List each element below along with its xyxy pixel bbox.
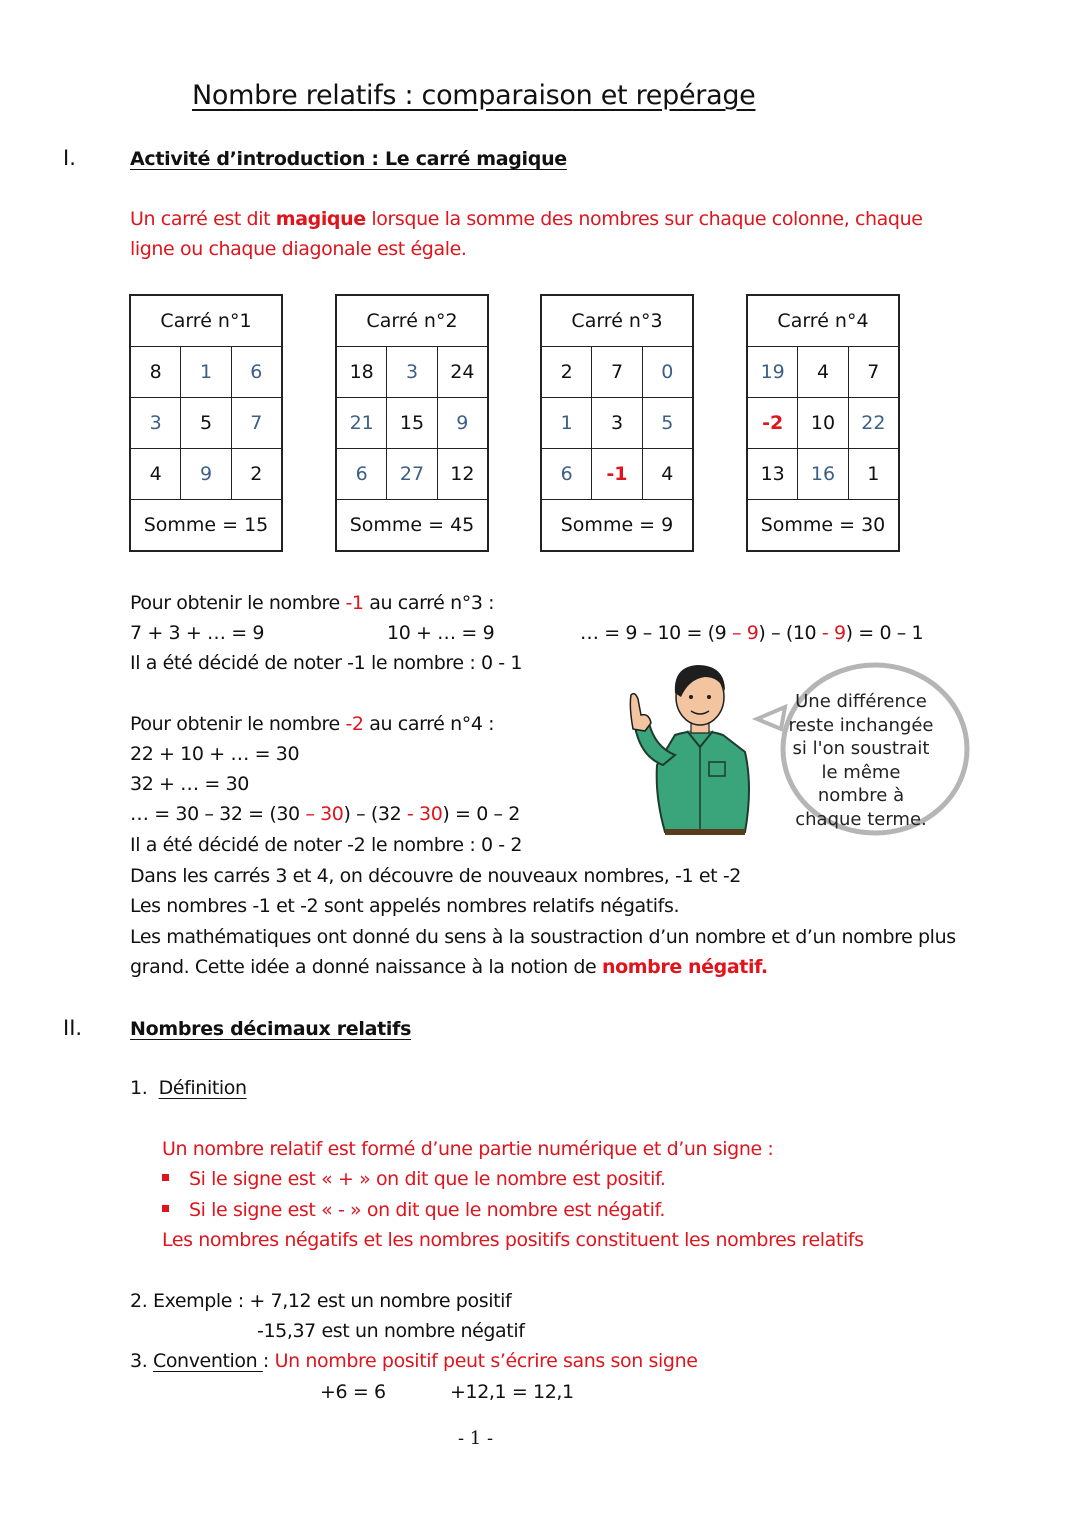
- square-cell: 8: [130, 347, 181, 398]
- convention-example-1: +6 = 6: [320, 1381, 386, 1403]
- square-cell: 9: [181, 449, 231, 500]
- text: Pour obtenir le nombre: [130, 592, 346, 614]
- square-cell: 2: [541, 347, 592, 398]
- keyword: nombre négatif.: [601, 956, 768, 978]
- text: au carré n°3 :: [363, 592, 495, 614]
- square-cell: 27: [387, 449, 437, 500]
- text: ) = 0 – 2: [442, 803, 520, 825]
- square-sum: Somme = 45: [336, 500, 488, 552]
- section-1-number: I.: [63, 146, 76, 170]
- square-sum: Somme = 30: [747, 500, 899, 552]
- definition-text: lorsque la somme des nombres sur chaque colonne, chaque: [365, 208, 923, 230]
- minus2-conclusion: Il a été décidé de noter -2 le nombre : 0 - 2: [130, 834, 523, 856]
- minus2-eq1: 22 + 10 + … = 30: [130, 743, 300, 765]
- minus2-intro: [130, 713, 494, 735]
- convention-example-2: +12,1 = 12,1: [450, 1381, 574, 1403]
- square-cell: 19: [747, 347, 798, 398]
- square-cell: 3: [592, 398, 642, 449]
- definition-conclusion: Les nombres négatifs et les nombres positifs constituent les nombres relatifs: [162, 1229, 864, 1251]
- bullet-icon: [162, 1174, 169, 1181]
- magic-square-2: [335, 294, 489, 552]
- square-cell: 10: [798, 398, 848, 449]
- text: au carré n°4 :: [363, 713, 495, 735]
- text: ) = 0 – 1: [845, 622, 924, 644]
- speech-bubble-text: Une différence reste inchangée si l'on soustrait le même nombre à chaque terme.: [788, 691, 934, 830]
- text: … = 9 – 10 = (9: [580, 622, 732, 644]
- convention-label: Convention: [152, 1350, 263, 1372]
- square-cell: 1: [848, 449, 899, 500]
- bullet-text: Si le signe est « - » on dit que le nombre est négatif.: [189, 1199, 666, 1221]
- minus2-eq2: 32 + … = 30: [130, 773, 249, 795]
- highlight: - 9: [821, 622, 846, 644]
- highlight: – 9: [731, 622, 759, 644]
- heading-number: 1.: [130, 1077, 148, 1099]
- minus1-eq1: 7 + 3 + … = 9: [130, 622, 265, 644]
- square-title: Carré n°3: [541, 295, 693, 347]
- minus1-intro: [130, 592, 494, 614]
- text: ) – (10: [758, 622, 822, 644]
- section-1-title: Activité d’introduction : Le carré magique: [130, 148, 567, 170]
- bullet-text: Si le signe est « + » on dit que le nombre est positif.: [189, 1168, 666, 1190]
- square-cell: 5: [181, 398, 231, 449]
- square-cell: 24: [437, 347, 488, 398]
- square-cell: 15: [387, 398, 437, 449]
- square-sum: Somme = 15: [130, 500, 282, 552]
- convention-line: [130, 1350, 698, 1372]
- highlight-number: -2: [345, 713, 364, 735]
- square-cell: 18: [336, 347, 387, 398]
- square-cell: 1: [181, 347, 231, 398]
- definition-intro: Un nombre relatif est formé d’une partie numérique et d’un signe :: [162, 1138, 774, 1160]
- summary-line-3: Les mathématiques ont donné du sens à la soustraction d’un nombre et d’un nombre plus: [130, 926, 956, 948]
- bullet-icon: [162, 1205, 169, 1212]
- square-cell: 16: [798, 449, 848, 500]
- square-cell: 7: [592, 347, 642, 398]
- square-cell: 0: [642, 347, 693, 398]
- definition-bullet-1: [162, 1168, 666, 1190]
- square-cell: 7: [231, 398, 282, 449]
- example-text: + 7,12 est un nombre positif: [249, 1290, 512, 1312]
- definition-bullet-2: [162, 1199, 665, 1221]
- highlight: – 30: [305, 803, 344, 825]
- separator: :: [262, 1350, 275, 1372]
- text: grand. Cette idée a donné naissance à la notion de: [130, 956, 602, 978]
- example-line-2: -15,37 est un nombre négatif: [257, 1320, 525, 1342]
- magic-square-definition-line2: ligne ou chaque diagonale est égale.: [130, 238, 467, 260]
- example-line-1: [130, 1290, 511, 1312]
- summary-line-1: Dans les carrés 3 et 4, on découvre de nouveaux nombres, -1 et -2: [130, 865, 741, 887]
- text: ) – (32: [343, 803, 407, 825]
- square-cell: 2: [231, 449, 282, 500]
- square-cell: 22: [848, 398, 899, 449]
- section-2-title: Nombres décimaux relatifs: [130, 1018, 412, 1040]
- minus1-conclusion: Il a été décidé de noter -1 le nombre : 0 - 1: [130, 652, 523, 674]
- minus1-eq3: [580, 622, 923, 644]
- convention-text: Un nombre positif peut s’écrire sans son signe: [274, 1350, 698, 1372]
- summary-line-4: [130, 956, 768, 978]
- text: Pour obtenir le nombre: [130, 713, 346, 735]
- square-cell: 4: [798, 347, 848, 398]
- square-cell: 9: [437, 398, 488, 449]
- square-cell: 6: [231, 347, 282, 398]
- minus1-eq2: 10 + … = 9: [387, 622, 495, 644]
- square-title: Carré n°1: [130, 295, 282, 347]
- magic-square-definition: [130, 208, 923, 230]
- square-cell: 6: [541, 449, 592, 500]
- definition-text: Un carré est dit: [130, 208, 276, 230]
- example-label: 2. Exemple :: [130, 1290, 250, 1312]
- square-title: Carré n°2: [336, 295, 488, 347]
- highlight-number: -1: [345, 592, 364, 614]
- square-cell: 1: [541, 398, 592, 449]
- page-number: - 1 -: [458, 1428, 494, 1449]
- square-cell: 3: [130, 398, 181, 449]
- square-title: Carré n°4: [747, 295, 899, 347]
- definition-keyword: magique: [275, 208, 366, 230]
- square-cell: 5: [642, 398, 693, 449]
- section-2-number: II.: [63, 1016, 83, 1040]
- square-cell: 4: [642, 449, 693, 500]
- square-cell: 3: [387, 347, 437, 398]
- square-cell: 12: [437, 449, 488, 500]
- square-cell: 4: [130, 449, 181, 500]
- magic-square-4: [746, 294, 900, 552]
- square-cell: 21: [336, 398, 387, 449]
- page-title: Nombre relatifs : comparaison et repérage: [192, 80, 756, 111]
- magic-square-1: [129, 294, 283, 552]
- highlight: - 30: [406, 803, 443, 825]
- heading-label: Définition: [158, 1077, 247, 1099]
- summary-line-2: Les nombres -1 et -2 sont appelés nombres relatifs négatifs.: [130, 895, 680, 917]
- definition-heading: [130, 1077, 247, 1099]
- square-cell: 13: [747, 449, 798, 500]
- minus2-eq3: [130, 803, 520, 825]
- magic-square-3: [540, 294, 694, 552]
- square-cell: 7: [848, 347, 899, 398]
- square-cell-negative: -1: [592, 449, 642, 500]
- convention-number: 3.: [130, 1350, 153, 1372]
- square-cell-negative: -2: [747, 398, 798, 449]
- text: … = 30 – 32 = (30: [130, 803, 306, 825]
- square-sum: Somme = 9: [541, 500, 693, 552]
- square-cell: 6: [336, 449, 387, 500]
